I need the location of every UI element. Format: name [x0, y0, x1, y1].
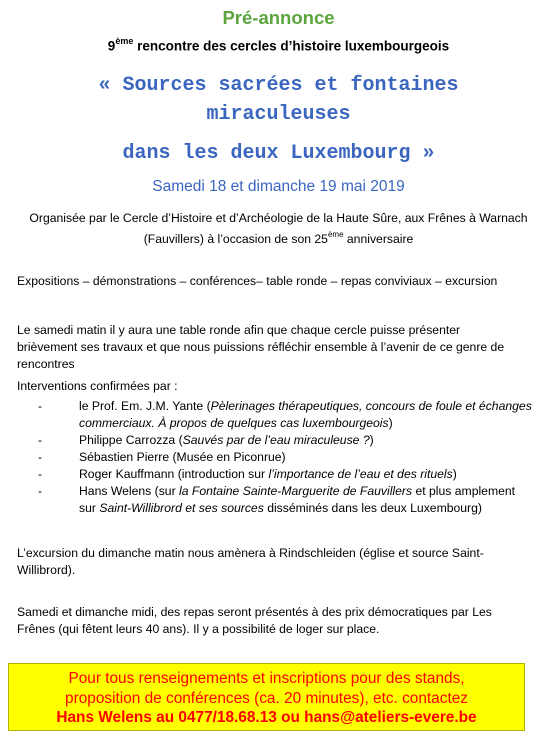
contact-box [8, 663, 525, 731]
excursion-paragraph [17, 545, 542, 579]
rencontre-ordinal: ème [115, 36, 134, 46]
contact-details: Hans Welens au 0477/18.68.13 ou hans@ateliers-evere.be [56, 709, 477, 726]
event-title-line1: « Sources sacrées et fontaines [98, 74, 459, 97]
talk-title: l’importance de l’eau et des rituels [268, 467, 453, 481]
excursion-line1: L’excursion du dimanche matin nous amènera à Rindschleiden (église et source Saint- [17, 546, 484, 560]
organisation-line2-end: anniversaire [343, 232, 414, 247]
organisation-ordinal: ème [327, 230, 344, 239]
activities-line: Expositions – démonstrations – conférences– table ronde – repas conviviaux – excursion [17, 274, 498, 288]
talk-connector: et plus amplement sur [79, 484, 516, 515]
event-dates: Samedi 18 et dimanche 19 mai 2019 [152, 178, 405, 195]
talk-title: Sauvés par de l’eau miraculeuse ? [182, 433, 370, 447]
rencontre-text: rencontre des cercles d’histoire luxembourgeois [133, 38, 450, 54]
list-item [0, 449, 534, 466]
speaker-close: ) [369, 433, 374, 447]
speaker-close: ) [388, 416, 393, 430]
speaker-name: Philippe Carrozza ( [79, 433, 183, 447]
list-dash: - [38, 399, 43, 413]
talk-title-2: Saint-Willibrord et ses sources [99, 501, 264, 515]
interventions-list [0, 398, 534, 517]
list-item [0, 466, 534, 483]
speaker-name: le Prof. Em. J.M. Yante ( [79, 399, 211, 413]
event-title-line2: miraculeuses [206, 103, 351, 126]
samedi-paragraph [17, 322, 542, 373]
list-dash: - [38, 467, 43, 481]
talk-title: Pèlerinages thérapeutiques, concours de foule et échanges commerciaux. À propos de quelques cas luxembourgeois [79, 399, 532, 430]
organisation-line2 [0, 227, 557, 248]
repas-line1: Samedi et dimanche midi, des repas seront présentés à des prix démocratiques par Les [17, 605, 492, 619]
talk-title: la Fontaine Sainte-Marguerite de Fauvillers [179, 484, 413, 498]
preannonce-heading: Pré-annonce [222, 7, 335, 28]
interventions-label: Interventions confirmées par : [17, 379, 178, 393]
speaker-close: ) [452, 467, 457, 481]
repas-line2: Frênes (qui fêtent leurs 40 ans). Il y a possibilité de loger sur place. [17, 622, 380, 636]
speaker-name: Hans Welens (sur [79, 484, 180, 498]
samedi-line2: brièvement ses travaux et que nous puissions réfléchir ensemble à l’avenir de ce genre de [17, 340, 505, 354]
organisation-line2-text: (Fauvillers) à l’occasion de son 25 [143, 232, 328, 247]
samedi-line3: rencontres [17, 357, 75, 371]
event-title-line3: dans les deux Luxembourg » [122, 142, 435, 165]
list-item [0, 398, 534, 432]
organisation-paragraph [0, 210, 557, 248]
speaker-close: disséminés dans les deux Luxembourg) [263, 501, 482, 515]
rencontre-subtitle [0, 37, 557, 54]
contact-line2: proposition de conférences (ca. 20 minutes), etc. contactez [65, 689, 468, 707]
list-item [0, 483, 534, 517]
excursion-line2: Willibrord). [17, 563, 76, 577]
samedi-line1: Le samedi matin il y aura une table ronde afin que chaque cercle puisse présenter [17, 323, 461, 337]
rencontre-number: 9 [107, 38, 116, 54]
contact-line1: Pour tous renseignements et inscriptions pour des stands, [68, 670, 465, 687]
list-dash: - [38, 450, 43, 464]
speaker-name: Roger Kauffmann (introduction sur [79, 467, 269, 481]
list-item [0, 432, 534, 449]
list-dash: - [38, 433, 43, 447]
speaker-name: Sébastien Pierre (Musée en Piconrue) [79, 450, 286, 464]
list-dash: - [38, 484, 43, 498]
repas-paragraph [17, 604, 542, 638]
organisation-line1: Organisée par le Cercle d’Histoire et d’Archéologie de la Haute Sûre, aux Frênes à Warnach [29, 211, 528, 225]
